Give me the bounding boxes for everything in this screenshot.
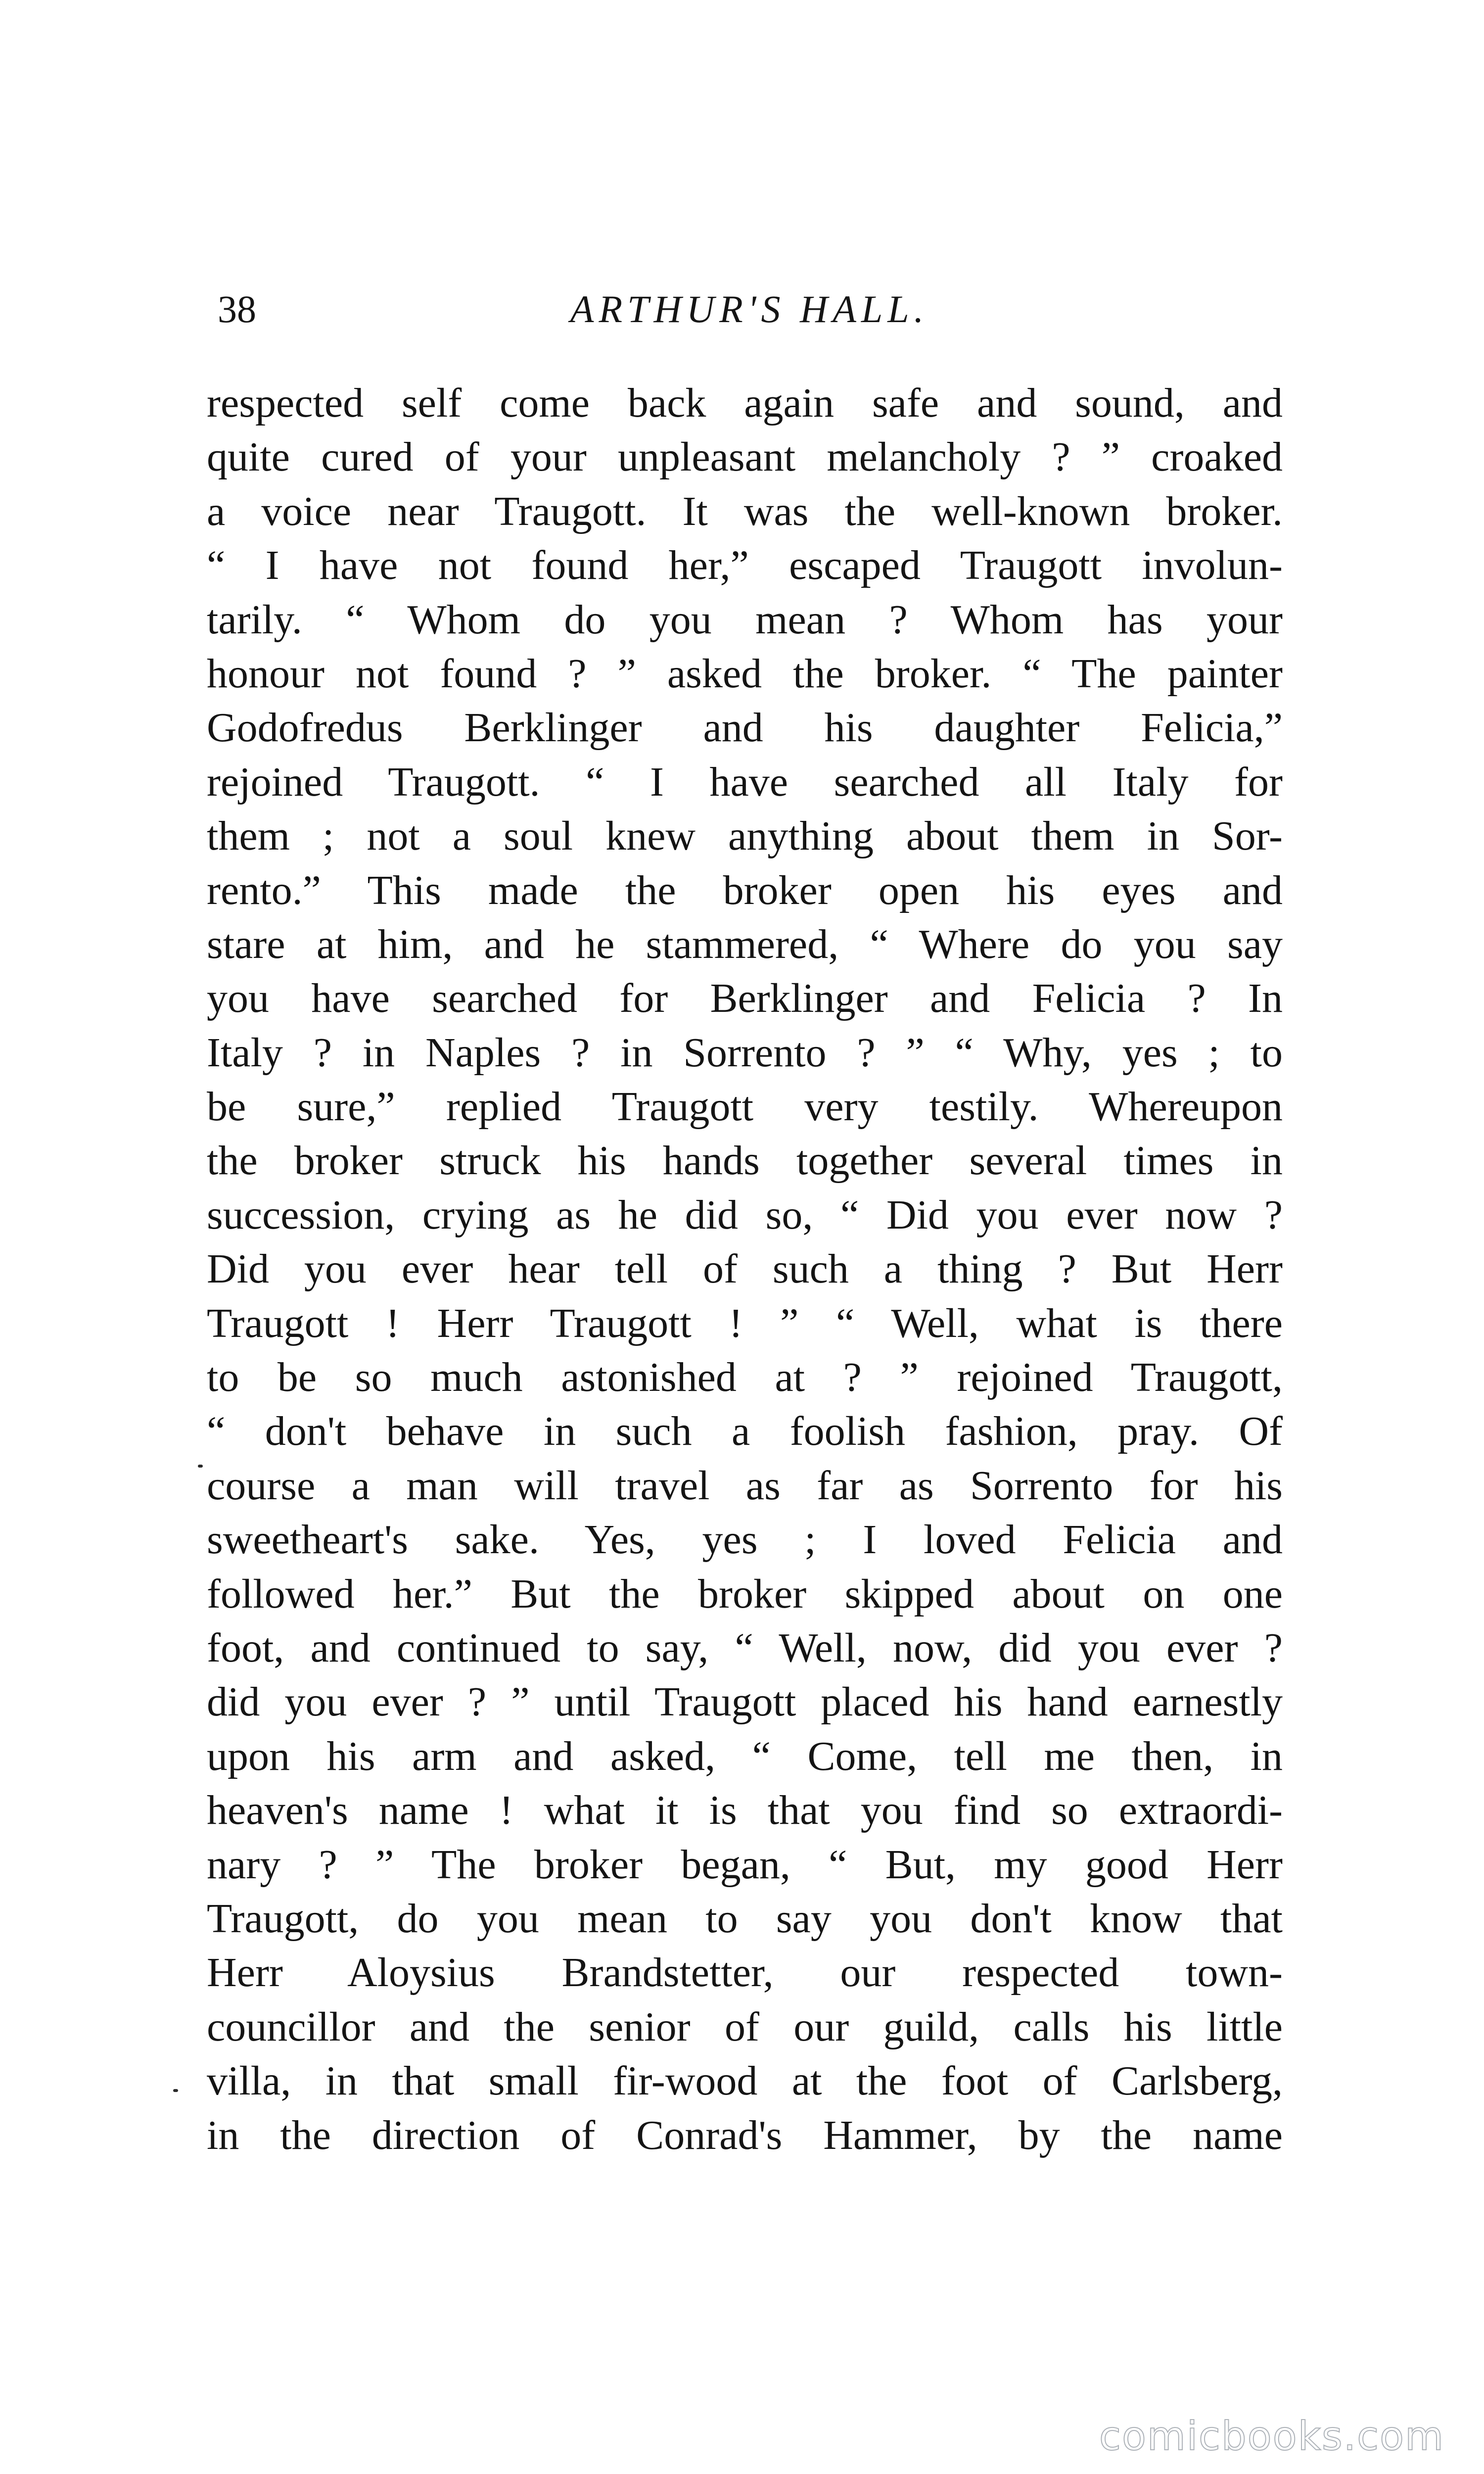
text-line: upon his arm and asked, “ Come, tell me then, in — [207, 1733, 1283, 1779]
text-line: did you ever ? ” until Traugott placed his hand earnestly — [207, 1679, 1283, 1725]
text-line: foot, and continued to say, “ Well, now, did you ever ? — [207, 1624, 1283, 1671]
text-line: sweetheart's sake. Yes, yes ; I loved Felicia and — [207, 1517, 1283, 1563]
text-line: councillor and the senior of our guild, calls his little — [207, 2003, 1283, 2050]
text-line: honour not found ? ” asked the broker. “ The painter — [207, 650, 1283, 697]
text-line: “ I have not found her,” escaped Traugott involun- — [207, 542, 1283, 589]
text-line: respected self come back again safe and sound, and — [207, 380, 1283, 426]
text-line: tarily. “ Whom do you mean ? Whom has your — [207, 596, 1283, 643]
text-line: heaven's name ! what it is that you find so extraordi- — [207, 1787, 1283, 1834]
text-line: succession, crying as he did so, “ Did you ever now ? — [207, 1191, 1283, 1238]
text-line: Italy ? in Naples ? in Sorrento ? ” “ Why, yes ; to — [207, 1029, 1283, 1076]
text-line: Herr Aloysius Brandstetter, our respected town- — [207, 1950, 1283, 1996]
text-line: Did you ever hear tell of such a thing ? But Herr — [207, 1246, 1283, 1292]
running-head — [218, 287, 1281, 332]
text-line: villa, in that small fir-wood at the foot of Carlsberg, — [207, 2058, 1283, 2104]
text-line: to be so much astonished at ? ” rejoined Traugott, — [207, 1354, 1283, 1401]
text-line: the broker struck his hands together several times in — [207, 1138, 1283, 1184]
running-title: ARTHUR'S HALL. — [570, 287, 929, 331]
body-text — [207, 376, 1283, 2162]
text-line: Traugott, do you mean to say you don't know that — [207, 1895, 1283, 1942]
text-line: “ don't behave in such a foolish fashion, pray. Of — [207, 1408, 1283, 1455]
text-line: course a man will travel as far as Sorrento for his — [207, 1462, 1283, 1509]
text-line: rento.” This made the broker open his eyes and — [207, 867, 1283, 913]
text-line: you have searched for Berklinger and Felicia ? In — [207, 975, 1283, 1022]
text-line: quite cured of your unpleasant melancholy ? ” croaked — [207, 434, 1283, 480]
text-line: nary ? ” The broker began, “ But, my good Herr — [207, 1841, 1283, 1888]
margin-mark — [173, 2089, 178, 2092]
text-line: be sure,” replied Traugott very testily. Whereupon — [207, 1084, 1283, 1130]
text-line: rejoined Traugott. “ I have searched all Italy for — [207, 759, 1283, 805]
page-number: 38 — [218, 287, 256, 331]
text-line: stare at him, and he stammered, “ Where do you say — [207, 921, 1283, 967]
text-line: in the direction of Conrad's Hammer, by the name — [207, 2112, 1283, 2158]
margin-mark — [198, 1465, 203, 1468]
text-line: followed her.” But the broker skipped about on one — [207, 1570, 1283, 1617]
text-line: Godofredus Berklinger and his daughter Felicia,” — [207, 705, 1283, 751]
text-line: them ; not a soul knew anything about them in Sor- — [207, 813, 1283, 859]
text-line: a voice near Traugott. It was the well-known broker. — [207, 488, 1283, 534]
watermark-logo: comicbooks.com — [1099, 2413, 1444, 2459]
text-line: Traugott ! Herr Traugott ! ” “ Well, what is there — [207, 1300, 1283, 1346]
